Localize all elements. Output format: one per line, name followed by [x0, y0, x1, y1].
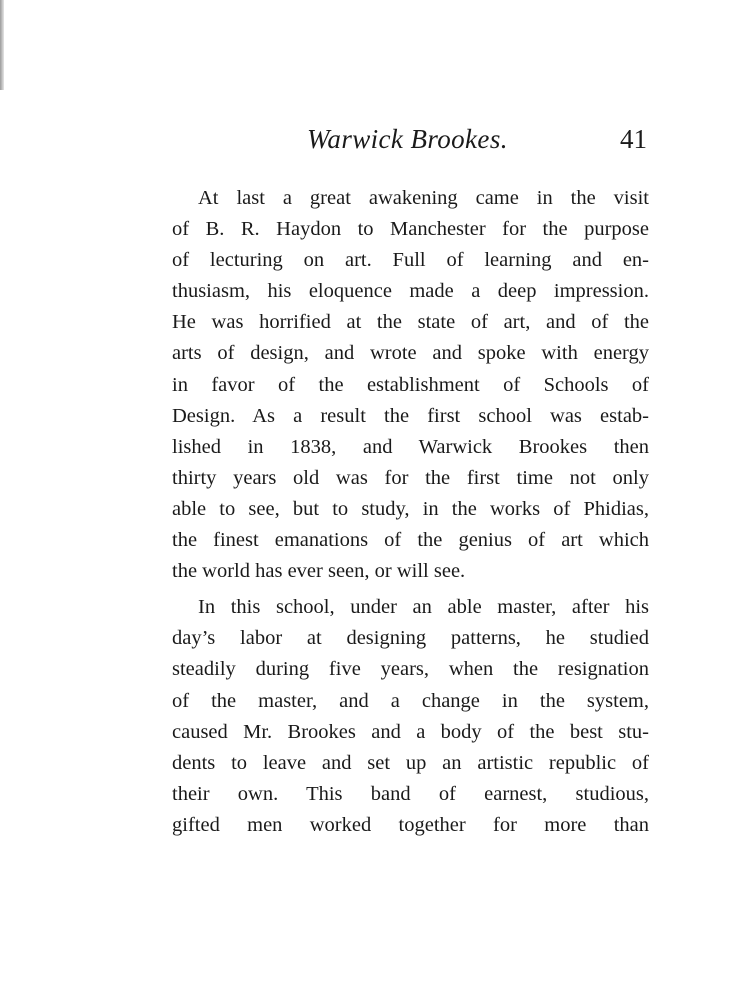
body-text: [172, 183, 649, 841]
scan-edge-mark: [0, 0, 4, 90]
text-line: He was horrified at the state of art, and of the: [172, 311, 649, 334]
text-line: the world has ever seen, or will see.: [172, 560, 466, 583]
paragraph-2: [172, 592, 649, 841]
text-line: of B. R. Haydon to Manchester for the purpose: [172, 218, 649, 241]
text-line: in favor of the establishment of Schools of: [172, 373, 649, 396]
text-line: day’s labor at designing patterns, he studied: [172, 627, 649, 650]
text-line: of the master, and a change in the system,: [172, 689, 649, 712]
text-line: dents to leave and set up an artistic republic of: [172, 751, 649, 774]
text-line: arts of design, and wrote and spoke with energy: [172, 342, 649, 365]
page-number: 41: [620, 124, 647, 154]
text-line: of lecturing on art. Full of learning and en-: [172, 249, 649, 272]
text-line: thusiasm, his eloquence made a deep impression.: [172, 280, 649, 303]
text-line: lished in 1838, and Warwick Brookes then: [172, 435, 649, 458]
text-line: Design. As a result the first school was estab-: [172, 404, 649, 427]
running-title: Warwick Brookes.: [307, 124, 508, 154]
text-line: In this school, under an able master, after his: [198, 596, 649, 619]
running-head: [0, 118, 743, 158]
text-line: the finest emanations of the genius of art which: [172, 529, 649, 552]
paragraph-1: [172, 183, 649, 587]
text-line: steadily during five years, when the resignation: [172, 658, 649, 681]
text-line: able to see, but to study, in the works of Phidias,: [172, 497, 649, 520]
text-line: At last a great awakening came in the visit: [198, 187, 649, 209]
text-line: their own. This band of earnest, studious,: [172, 782, 649, 805]
text-line: gifted men worked together for more than: [172, 813, 649, 836]
text-line: caused Mr. Brookes and a body of the best stu-: [172, 720, 649, 743]
text-line: thirty years old was for the first time not only: [172, 466, 649, 489]
